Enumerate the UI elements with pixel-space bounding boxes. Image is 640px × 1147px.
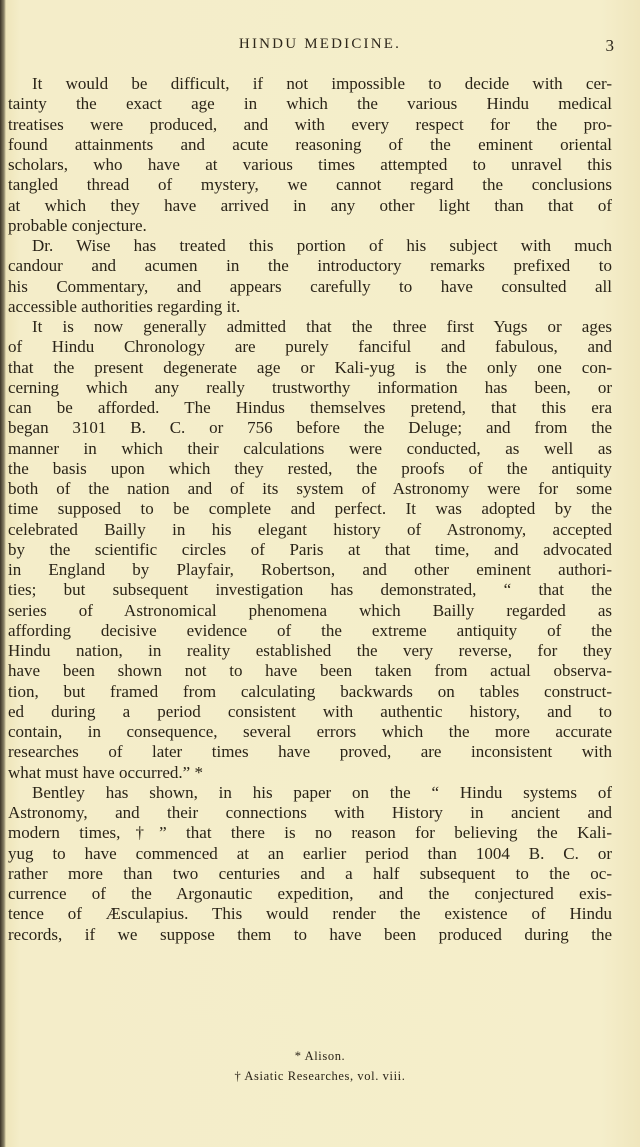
text-line: tainty the exact age in which the various Hindu medical <box>8 94 612 114</box>
text-line: researches of later times have proved, are inconsistent with <box>8 742 612 762</box>
text-line: series of Astronomical phenomena which Bailly regarded as <box>8 600 612 620</box>
text-line: cerning which any really trustworthy information has been, or <box>8 377 612 397</box>
text-line: tence of Æsculapius. This would render the existence of Hindu <box>8 904 612 924</box>
text-line: have been shown not to have been taken from actual observa- <box>8 661 612 681</box>
text-line: found attainments and acute reasoning of the eminent oriental <box>8 134 612 154</box>
text-line: the basis upon which they rested, the proofs of the antiquity <box>8 458 612 478</box>
footnote: † Asiatic Researches, vol. viii. <box>234 1069 406 1083</box>
footnote: * Alison. <box>294 1049 346 1063</box>
text-line: can be afforded. The Hindus themselves pretend, that this era <box>8 398 612 417</box>
text-line: Bentley has shown, in his paper on the “ Hindu systems of <box>32 782 612 802</box>
text-line: currence of the Argonautic expedition, and the conjectured exis- <box>8 884 612 903</box>
text-line: scholars, who have at various times attempted to unravel this <box>8 155 612 174</box>
text-line: what must have occurred.” * <box>8 762 203 782</box>
text-line: in England by Playfair, Robertson, and other eminent authori- <box>8 560 612 579</box>
text-line: treatises were produced, and with every respect for the pro- <box>8 114 612 134</box>
text-line: candour and acumen in the introductory remarks prefixed to <box>8 256 612 276</box>
text-line: began 3101 B. C. or 756 before the Deluge; and from the <box>8 418 612 438</box>
text-line: It is now generally admitted that the three first Yugs or ages <box>32 317 612 336</box>
text-line: accessible authorities regarding it. <box>8 296 241 316</box>
text-line: probable conjecture. <box>8 215 147 235</box>
text-line: of Hindu Chronology are purely fanciful and fabulous, and <box>8 337 612 357</box>
text-line: his Commentary, and appears carefully to have consulted all <box>8 276 612 296</box>
text-line: records, if we suppose them to have been produced during the <box>8 924 612 944</box>
text-line: modern times,†” that there is no reason for believing the Kali- <box>8 823 612 843</box>
text-line: tangled thread of mystery, we cannot regard the conclusions <box>8 175 612 195</box>
text-line: ties; but subsequent investigation has demonstrated, “ that the <box>8 580 612 600</box>
text-line: affording decisive evidence of the extreme antiquity of the <box>8 620 612 640</box>
text-line: Dr. Wise has treated this portion of his subject with much <box>32 236 612 255</box>
text-line: celebrated Bailly in his elegant history of Astronomy, accepted <box>8 519 612 539</box>
page-number: 3 <box>605 36 614 55</box>
text-line: Astronomy, and their connections with History in ancient and <box>8 803 612 822</box>
page-header <box>0 36 640 58</box>
text-line: time supposed to be complete and perfect. It was adopted by the <box>8 499 612 519</box>
text-line: manner in which their calculations were conducted, as well as <box>8 438 612 458</box>
text-line: yug to have commenced at an earlier period than 1004 B. C. or <box>8 843 612 863</box>
paragraph <box>8 783 612 945</box>
footnotes <box>0 1046 640 1086</box>
text-line: that the present degenerate age or Kali-yug is the only one con- <box>8 357 612 377</box>
text-line: Hindu nation, in reality established the very reverse, for they <box>8 641 612 660</box>
paragraph <box>8 74 612 236</box>
text-line: contain, in consequence, several errors which the more accurate <box>8 722 612 741</box>
page-binding-edge <box>0 0 6 1147</box>
paragraph <box>8 236 612 317</box>
text-line: tion, but framed from calculating backwards on tables construct- <box>8 681 612 701</box>
running-head: HINDU MEDICINE. <box>238 36 402 52</box>
paragraph <box>8 317 612 783</box>
text-line: by the scientific circles of Paris at that time, and advocated <box>8 539 612 559</box>
text-line: It would be difficult, if not impossible to decide with cer- <box>32 74 612 93</box>
text-line: rather more than two centuries and a half subsequent to the oc- <box>8 863 612 883</box>
text-line: ed during a period consistent with authentic history, and to <box>8 701 612 721</box>
body-text <box>8 74 612 945</box>
text-line: at which they have arrived in any other light than that of <box>8 195 612 215</box>
text-line: both of the nation and of its system of Astronomy were for some <box>8 479 612 498</box>
